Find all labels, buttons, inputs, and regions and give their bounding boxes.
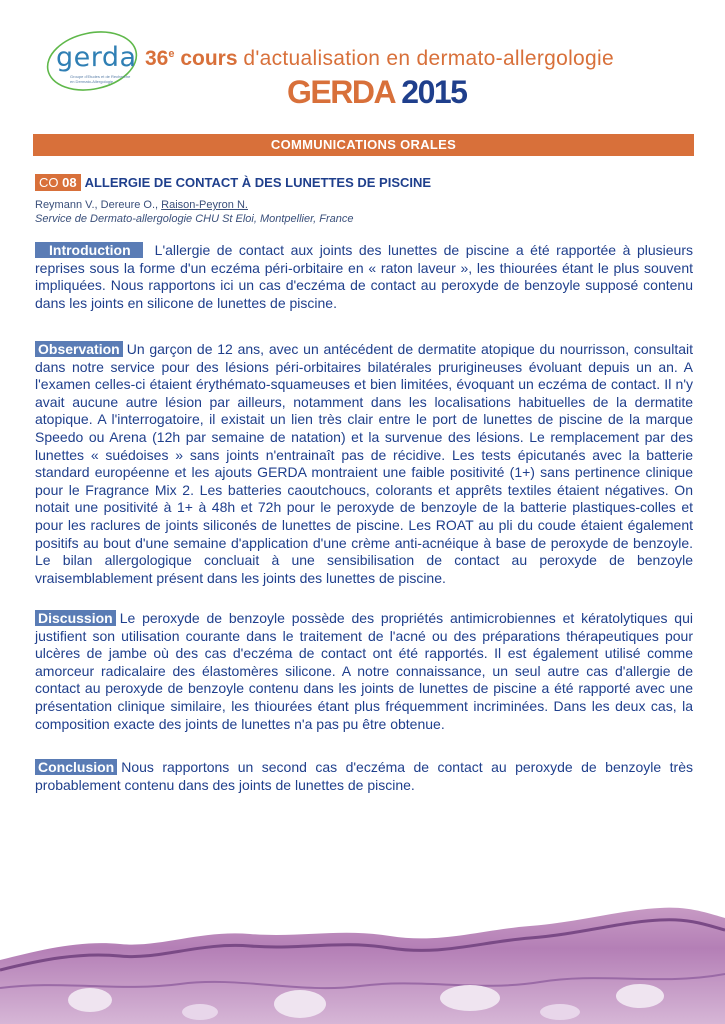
logo-word: gerda bbox=[56, 42, 137, 73]
course-number: 36 bbox=[145, 47, 169, 70]
gerda-logo bbox=[44, 30, 140, 92]
course-word: cours bbox=[180, 47, 238, 70]
edition-year: 2015 bbox=[401, 74, 467, 110]
code-prefix: CO bbox=[39, 175, 59, 191]
discussion-text: Le peroxyde de benzoyle possède des propriétés antimicrobiennes et kératolytiques qui justifient son utilisation courante dans le traitement de l'acné ou des préparations thérapeutiques pour ulcères de jambe où des cas d'eczéma de contact ont été rapportés. Il est également utilisé comme amorceur radicalaire des élastomères silicone. A notre connaissance, un seul autre cas d'allergie de contact au peroxyde de benzoyle contenu dans les joints de lunettes de piscine a été rapporté avec une présentation clinique similaire, les thiourées étant plus fréquemment incriminées. Dans les deux cas, la composition exacte des joints de lunettes n'a pas pu être obtenue. bbox=[35, 610, 693, 732]
course-rest: d'actualisation en dermato-allergologie bbox=[243, 47, 614, 70]
page-header bbox=[0, 0, 725, 125]
introduction-text: L'allergie de contact aux joints des lunettes de piscine a été rapportée à plusieurs reprises sous la forme d'un eczéma péri-orbitaire en « raton laveur », les thiourées étant le plus souvent impliquées. Nous rapportons ici un cas d'eczéma de contact au peroxyde de benzoyle supposé contenu dans les joints en silicone de lunettes de piscine. bbox=[35, 242, 693, 311]
conclusion-label: Conclusion bbox=[35, 759, 117, 775]
edition-title bbox=[287, 74, 466, 111]
section-banner: COMMUNICATIONS ORALES bbox=[33, 134, 694, 156]
course-number-sup: e bbox=[168, 48, 175, 60]
authors: Reymann V., Dereure O., bbox=[35, 199, 162, 211]
observation-label: Observation bbox=[35, 341, 123, 357]
conclusion-paragraph bbox=[35, 759, 693, 794]
authors-line bbox=[35, 199, 248, 211]
introduction-label: Introduction bbox=[35, 242, 143, 258]
abstract-heading bbox=[35, 174, 431, 192]
abstract-title: ALLERGIE DE CONTACT À DES LUNETTES DE PISCINE bbox=[84, 175, 432, 191]
discussion-label: Discussion bbox=[35, 610, 116, 626]
observation-paragraph bbox=[35, 341, 693, 587]
observation-text: Un garçon de 12 ans, avec un antécédent de dermatite atopique du nourrisson, consultait dans notre service pour des lésions péri-orbitaires bilatérales prurigineuses évoluant depuis un an. A l'examen celles-ci étaient érythémato-squameuses et bien limitées, évoquant un eczéma de contact. Il n'y avait aucune autre lésion par ailleurs, notamment dans les localisations habituelles de la dermatite atopique. A l'interrogatoire, il existait un lien très clair entre le port de lunettes de piscine de la marque Speedo ou Arena (12h par semaine de natation) et la survenue des lésions. Le remplacement par des lunettes « suédoises » sans joints n'entrainaît pas de récidive. Les tests épicutanés avec la batterie standard européenne et les ajouts GERDA montraient une faible positivité (1+) sans pertinence clinique pour le Fragrance Mix 2. Les batteries caoutchoucs, colorants et apprêts textiles étaient négatives. On notait une positivité à 1+ à 48h et 72h pour le peroxyde de benzoyle de la batterie plastiques-colles et pour les raclures de joints siliconés de lunettes de piscine. Les ROAT au pli du coude étaient également positifs au bout d'une semaine d'application d'une crème anti-acnéique à base de peroxyde de benzoyle. Le bilan allergologique concluait à une sensibilisation de contact au peroxyde de benzoyle vraisemblablement présent dans les joints des lunettes de piscine. bbox=[35, 341, 693, 586]
affiliation: Service de Dermato-allergologie CHU St Eloi, Montpellier, France bbox=[35, 213, 354, 225]
histology-image bbox=[0, 900, 725, 1024]
course-title bbox=[145, 47, 614, 71]
edition-name: GERDA bbox=[287, 74, 394, 110]
conclusion-text: Nous rapportons un second cas d'eczéma de contact au peroxyde de benzoyle très probablement contenu dans des joints de lunettes de piscine. bbox=[35, 759, 693, 793]
code-number: 08 bbox=[62, 175, 77, 191]
introduction-paragraph bbox=[35, 242, 693, 312]
discussion-paragraph bbox=[35, 610, 693, 733]
presenting-author: Raison-Peyron N. bbox=[161, 199, 248, 211]
logo-subtitle: Groupe d'Etudes et de Recherche en Dermato-Allergologie bbox=[70, 74, 131, 84]
abstract-code bbox=[35, 174, 81, 191]
